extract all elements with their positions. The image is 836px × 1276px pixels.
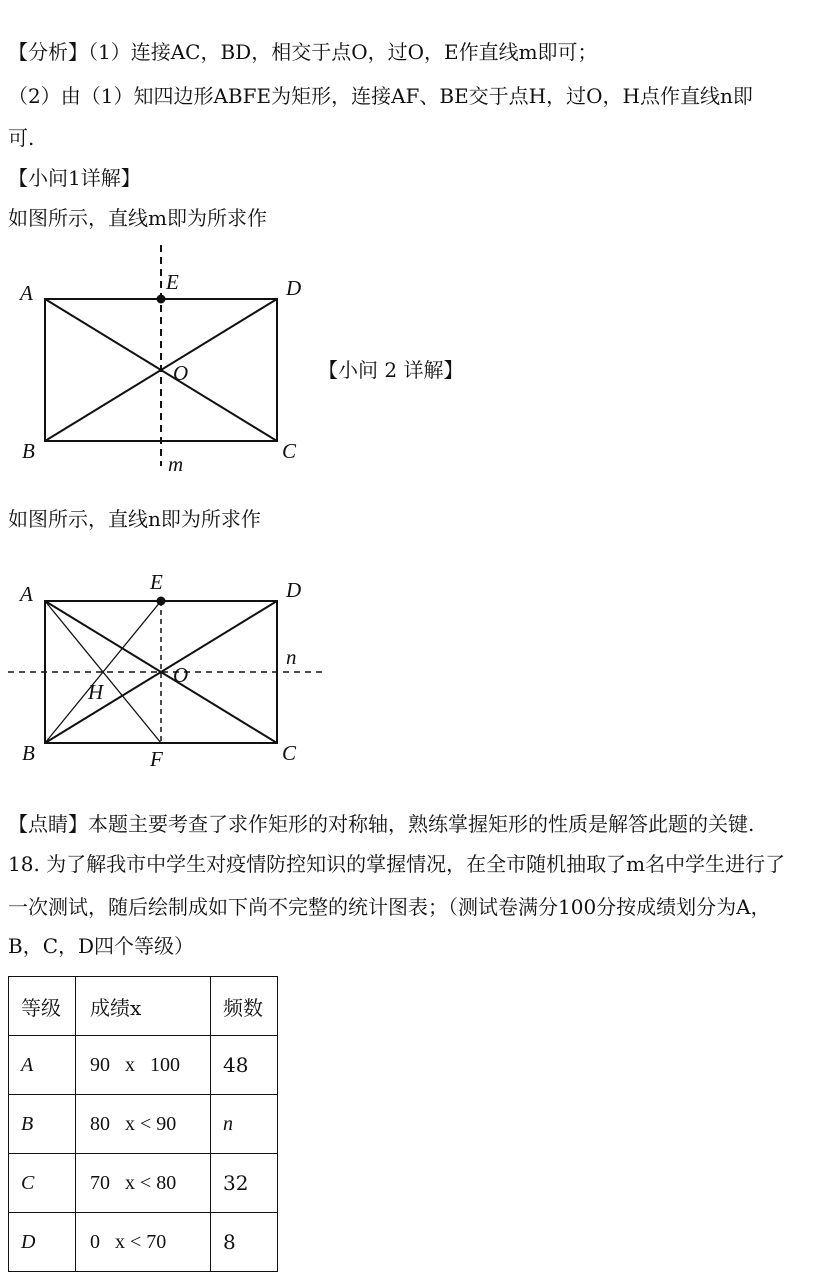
label-a: A — [20, 582, 33, 606]
cell-grade: D — [9, 1213, 76, 1272]
label-b: B — [22, 741, 35, 765]
point-e — [157, 295, 166, 304]
remark: 【点睛】本题主要考查了求作矩形的对称轴，熟练掌握矩形的性质是解答此题的关键. — [8, 812, 755, 836]
header-score: 成绩x — [76, 977, 211, 1036]
label-e: E — [150, 570, 163, 594]
analysis-line-1: 【分析】（1）连接AC，BD，相交于点O，过O，E作直线m即可； — [8, 40, 598, 64]
label-h: H — [88, 680, 104, 704]
cell-frequency: 8 — [211, 1213, 278, 1272]
analysis-line-3: 可. — [8, 126, 35, 150]
cell-range: 0 x < 70 — [76, 1213, 211, 1272]
point-e — [157, 597, 166, 606]
cell-range: 70 x < 80 — [76, 1154, 211, 1213]
cell-frequency: n — [211, 1095, 278, 1154]
problem-18-line-2: 一次测试，随后绘制成如下尚不完整的统计图表；（测试卷满分100分按成绩划分为A， — [8, 895, 771, 919]
cell-grade: A — [9, 1036, 76, 1095]
figure-1 — [0, 236, 320, 481]
cell-frequency: 32 — [211, 1154, 278, 1213]
label-d: D — [286, 578, 302, 602]
cell-grade: C — [9, 1154, 76, 1213]
analysis-line-2: （2）由（1）知四边形ABFE为矩形，连接AF、BE交于点H，过O，H点作直线n即 — [8, 84, 753, 108]
cell-range: 90 x 100 — [76, 1036, 211, 1095]
q2-heading: 【小问 2 详解】 — [318, 358, 464, 382]
label-o: O — [173, 663, 189, 687]
grade-table — [8, 976, 278, 1272]
label-a: A — [20, 281, 33, 305]
table-row — [9, 1213, 278, 1272]
label-n: n — [286, 645, 297, 669]
table-row — [9, 1154, 278, 1213]
label-e: E — [166, 270, 179, 294]
label-b: B — [22, 439, 35, 463]
label-d: D — [286, 276, 302, 300]
table-row — [9, 1095, 278, 1154]
table-row — [9, 1036, 278, 1095]
label-f: F — [150, 747, 163, 771]
header-frequency: 频数 — [211, 977, 278, 1036]
q2-text: 如图所示，直线n即为所求作 — [8, 507, 261, 531]
cell-grade: B — [9, 1095, 76, 1154]
problem-18-line-3: B，C，D四个等级） — [8, 934, 195, 958]
label-m: m — [168, 452, 184, 476]
cell-frequency: 48 — [211, 1036, 278, 1095]
q1-text: 如图所示，直线m即为所求作 — [8, 206, 267, 230]
label-c: C — [282, 741, 297, 765]
q1-heading: 【小问1详解】 — [8, 166, 141, 190]
label-c: C — [282, 439, 297, 463]
problem-18-line-1: 18. 为了解我市中学生对疫情防控知识的掌握情况，在全市随机抽取了m名中学生进行了 — [8, 852, 786, 876]
label-o: O — [173, 361, 189, 385]
header-grade: 等级 — [9, 977, 76, 1036]
table-header-row — [9, 977, 278, 1036]
figure-2 — [0, 564, 330, 774]
cell-range: 80 x < 90 — [76, 1095, 211, 1154]
